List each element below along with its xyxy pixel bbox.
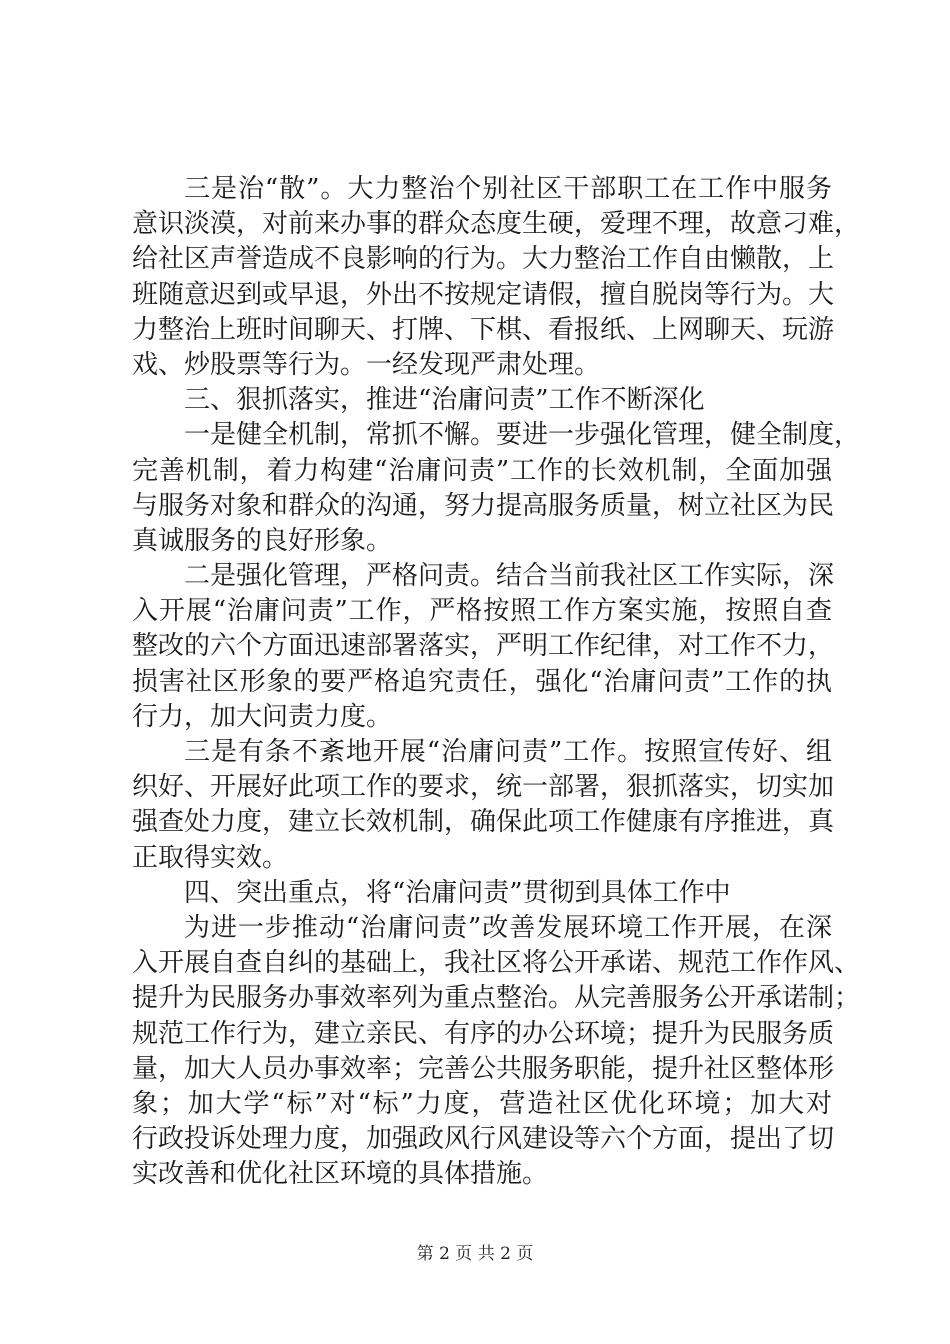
- text-line: 行政投诉处理力度，加强政风行风建设等六个方面，提出了切: [132, 1124, 835, 1155]
- document-body: [132, 172, 861, 1192]
- text-line: 量，加大人员办事效率；完善公共服务职能，提升社区整体形: [132, 1053, 835, 1084]
- text-line: 强查处力度，建立长效机制，确保此项工作健康有序推进，真: [132, 807, 835, 838]
- text-line: 与服务对象和群众的沟通，努力提高服务质量，树立社区为民: [132, 490, 835, 521]
- text-line: 意识淡漠，对前来办事的群众态度生硬，爱理不理，故意刁难，: [132, 209, 861, 240]
- text-line: 织好、开展好此项工作的要求，统一部署，狠抓落实，切实加: [132, 772, 835, 803]
- text-line: 正取得实效。: [132, 842, 289, 873]
- text-line: 为进一步推动“治庸问责”改善发展环境工作开展，在深: [184, 912, 832, 943]
- text-line: 三、狠抓落实，推进“治庸问责”工作不断深化: [184, 385, 705, 416]
- text-line: 入开展“治庸问责”工作，严格按照工作方案实施，按照自查: [132, 596, 832, 627]
- text-line: 戏、炒股票等行为。一经发现严肃处理。: [132, 349, 601, 380]
- text-line: 班随意迟到或早退，外出不按规定请假，擅自脱岗等行为。大: [132, 279, 835, 310]
- text-line: 三是有条不紊地开展“治庸问责”工作。按照宣传好、组: [184, 737, 832, 767]
- text-line: 一是健全机制，常抓不懈。要进一步强化管理，健全制度，: [184, 420, 861, 451]
- text-line: 整改的六个方面迅速部署落实，严明工作纪律，对工作不力，: [132, 631, 835, 662]
- text-line: 四、突出重点，将“治庸问责”贯彻到具体工作中: [184, 877, 731, 908]
- text-line: 力整治上班时间聊天、打牌、下棋、看报纸、上网聊天、玩游: [132, 314, 835, 345]
- text-line: 二是强化管理，严格问责。结合当前我社区工作实际，深: [184, 561, 835, 592]
- text-line: 入开展自查自纠的基础上，我社区将公开承诺、规范工作作风、: [132, 948, 861, 979]
- page-footer: 第 2 页 共 2 页: [416, 1244, 534, 1264]
- text-line: 规范工作行为，建立亲民、有序的办公环境；提升为民服务质: [132, 1018, 835, 1049]
- text-line: 真诚服务的良好形象。: [132, 525, 393, 556]
- text-line: 行力，加大问责力度。: [132, 701, 393, 732]
- text-line: 实改善和优化社区环境的具体措施。: [132, 1159, 549, 1190]
- text-line: 象；加大学“标”对“标”力度，营造社区优化环境；加大对: [132, 1088, 832, 1119]
- text-line: 三是治“散”。大力整治个别社区干部职工在工作中服务: [184, 174, 832, 204]
- text-line: 完善机制，着力构建“治庸问责”工作的长效机制，全面加强: [132, 455, 832, 486]
- text-line: 提升为民服务办事效率列为重点整治。从完善服务公开承诺制；: [132, 983, 861, 1014]
- text-line: 损害社区形象的要严格追究责任，强化“治庸问责”工作的执: [132, 666, 832, 697]
- text-line: 给社区声誉造成不良影响的行为。大力整治工作自由懒散，上: [132, 244, 835, 275]
